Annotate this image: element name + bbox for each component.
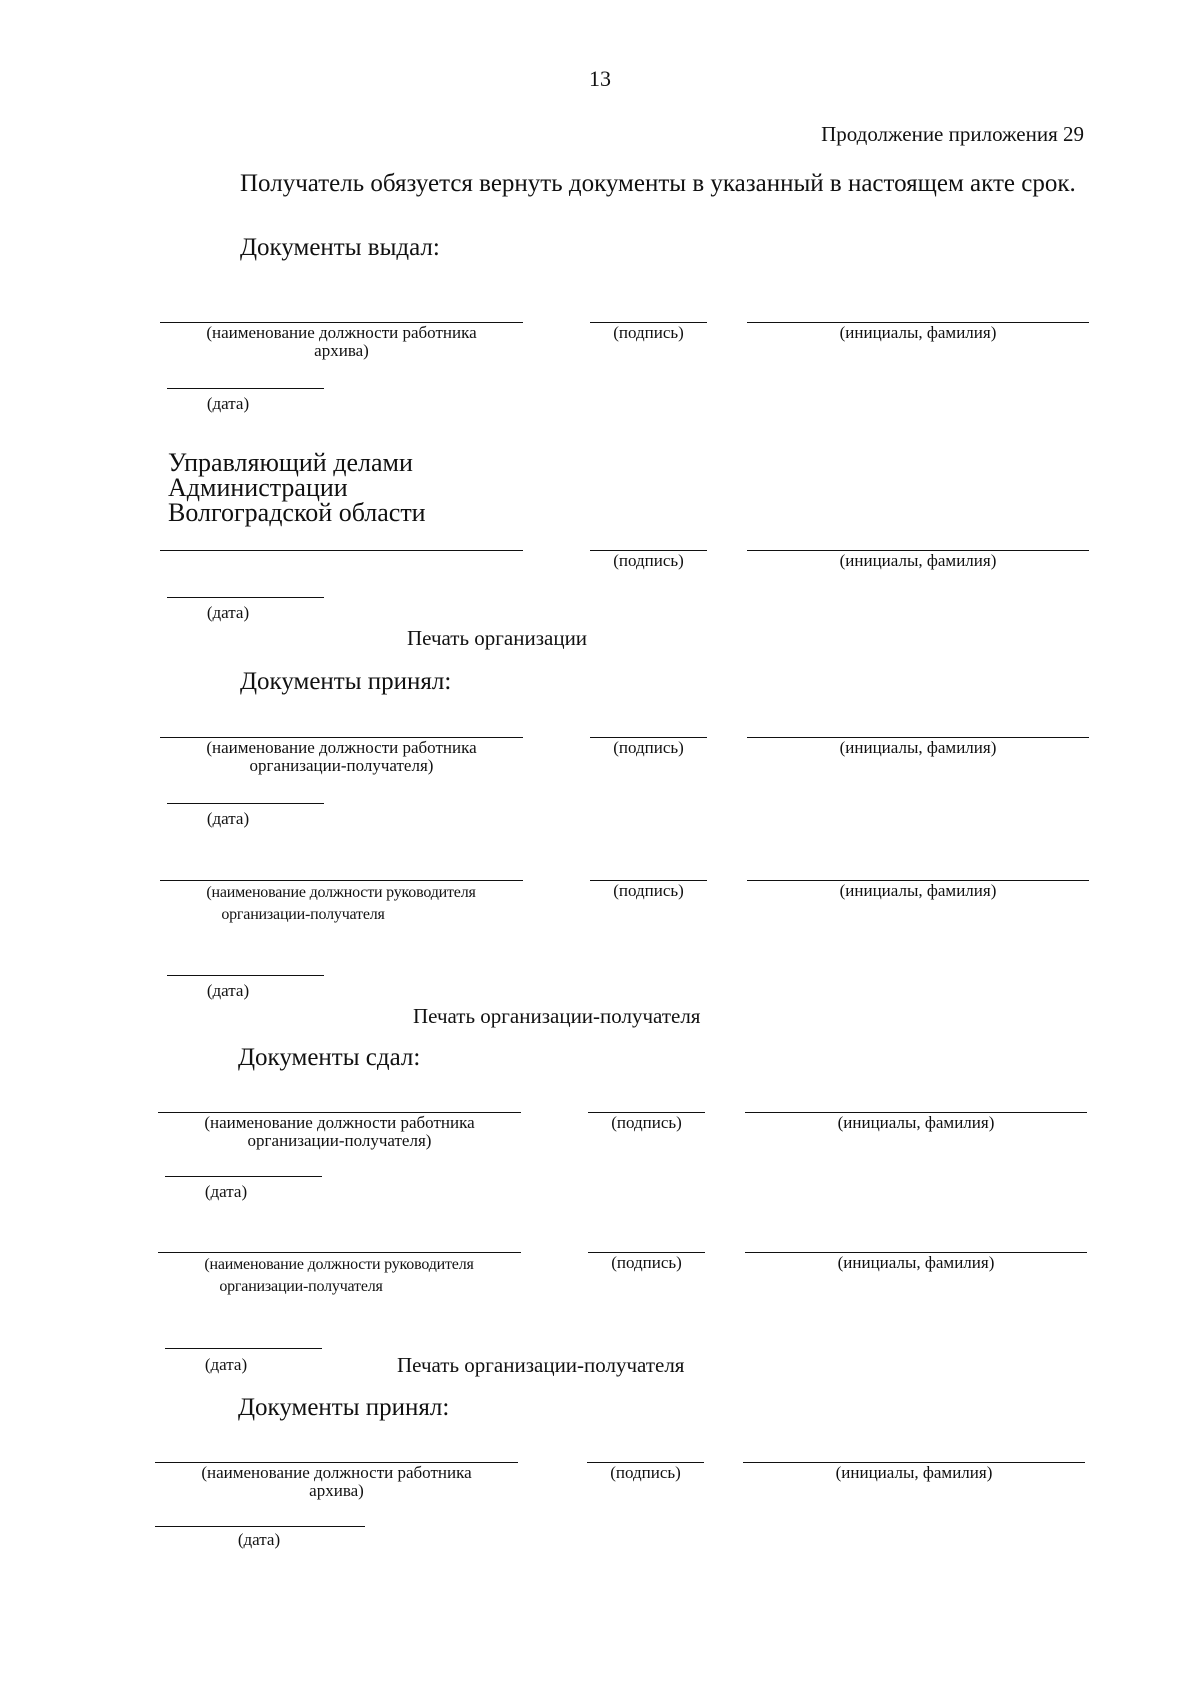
date-line [167, 388, 324, 389]
position-caption: (наименование должности руководителя организации-получателя [206, 884, 476, 923]
date-line [167, 803, 324, 804]
initials-caption: (инициалы, фамилия) [839, 738, 997, 757]
signature-caption: (подпись) [611, 1113, 682, 1132]
date-caption: (дата) [206, 809, 250, 828]
position-line [160, 550, 523, 551]
page-number: 13 [589, 66, 611, 91]
position-caption: (наименование должности работника организации-получателя) [206, 738, 477, 775]
date-line [167, 597, 324, 598]
date-line [155, 1526, 365, 1527]
position-caption: (наименование должности работника архива) [201, 1463, 472, 1500]
signature-caption: (подпись) [611, 1253, 682, 1272]
section-handed-over-heading: Документы сдал: [238, 1044, 421, 1071]
signature-caption: (подпись) [613, 551, 684, 570]
date-caption: (дата) [204, 1182, 248, 1201]
intro-paragraph: Получатель обязуется вернуть документы в указанный в настоящем акте срок. [240, 170, 1076, 197]
initials-caption: (инициалы, фамилия) [839, 323, 997, 342]
date-line [167, 975, 324, 976]
initials-caption: (инициалы, фамилия) [839, 551, 997, 570]
signature-caption: (подпись) [610, 1463, 681, 1482]
initials-caption: (инициалы, фамилия) [837, 1113, 995, 1132]
stamp-label: Печать организации [407, 626, 588, 650]
section-accepted-heading: Документы принял: [240, 668, 452, 695]
date-line [165, 1176, 322, 1177]
position-caption: (наименование должности работника архива) [206, 323, 477, 360]
section-accepted-heading: Документы принял: [238, 1394, 450, 1421]
signature-caption: (подпись) [613, 881, 684, 900]
date-line [165, 1348, 322, 1349]
date-caption: (дата) [206, 603, 250, 622]
manager-title: Управляющий делами Администрации Волгоградской области [168, 448, 426, 527]
signature-caption: (подпись) [613, 738, 684, 757]
stamp-label: Печать организации-получателя [413, 1004, 701, 1028]
position-line [158, 1252, 521, 1253]
initials-caption: (инициалы, фамилия) [835, 1463, 993, 1482]
appendix-label: Продолжение приложения 29 [821, 122, 1084, 146]
position-line [160, 880, 523, 881]
date-caption: (дата) [204, 1355, 248, 1374]
stamp-label: Печать организации-получателя [397, 1353, 685, 1377]
position-caption: (наименование должности работника организации-получателя) [204, 1113, 475, 1150]
date-caption: (дата) [206, 981, 250, 1000]
date-caption: (дата) [237, 1530, 281, 1549]
date-caption: (дата) [206, 394, 250, 413]
section-issued-heading: Документы выдал: [240, 234, 440, 261]
position-caption: (наименование должности руководителя организации-получателя [204, 1256, 474, 1295]
initials-caption: (инициалы, фамилия) [837, 1253, 995, 1272]
signature-caption: (подпись) [613, 323, 684, 342]
initials-caption: (инициалы, фамилия) [839, 881, 997, 900]
